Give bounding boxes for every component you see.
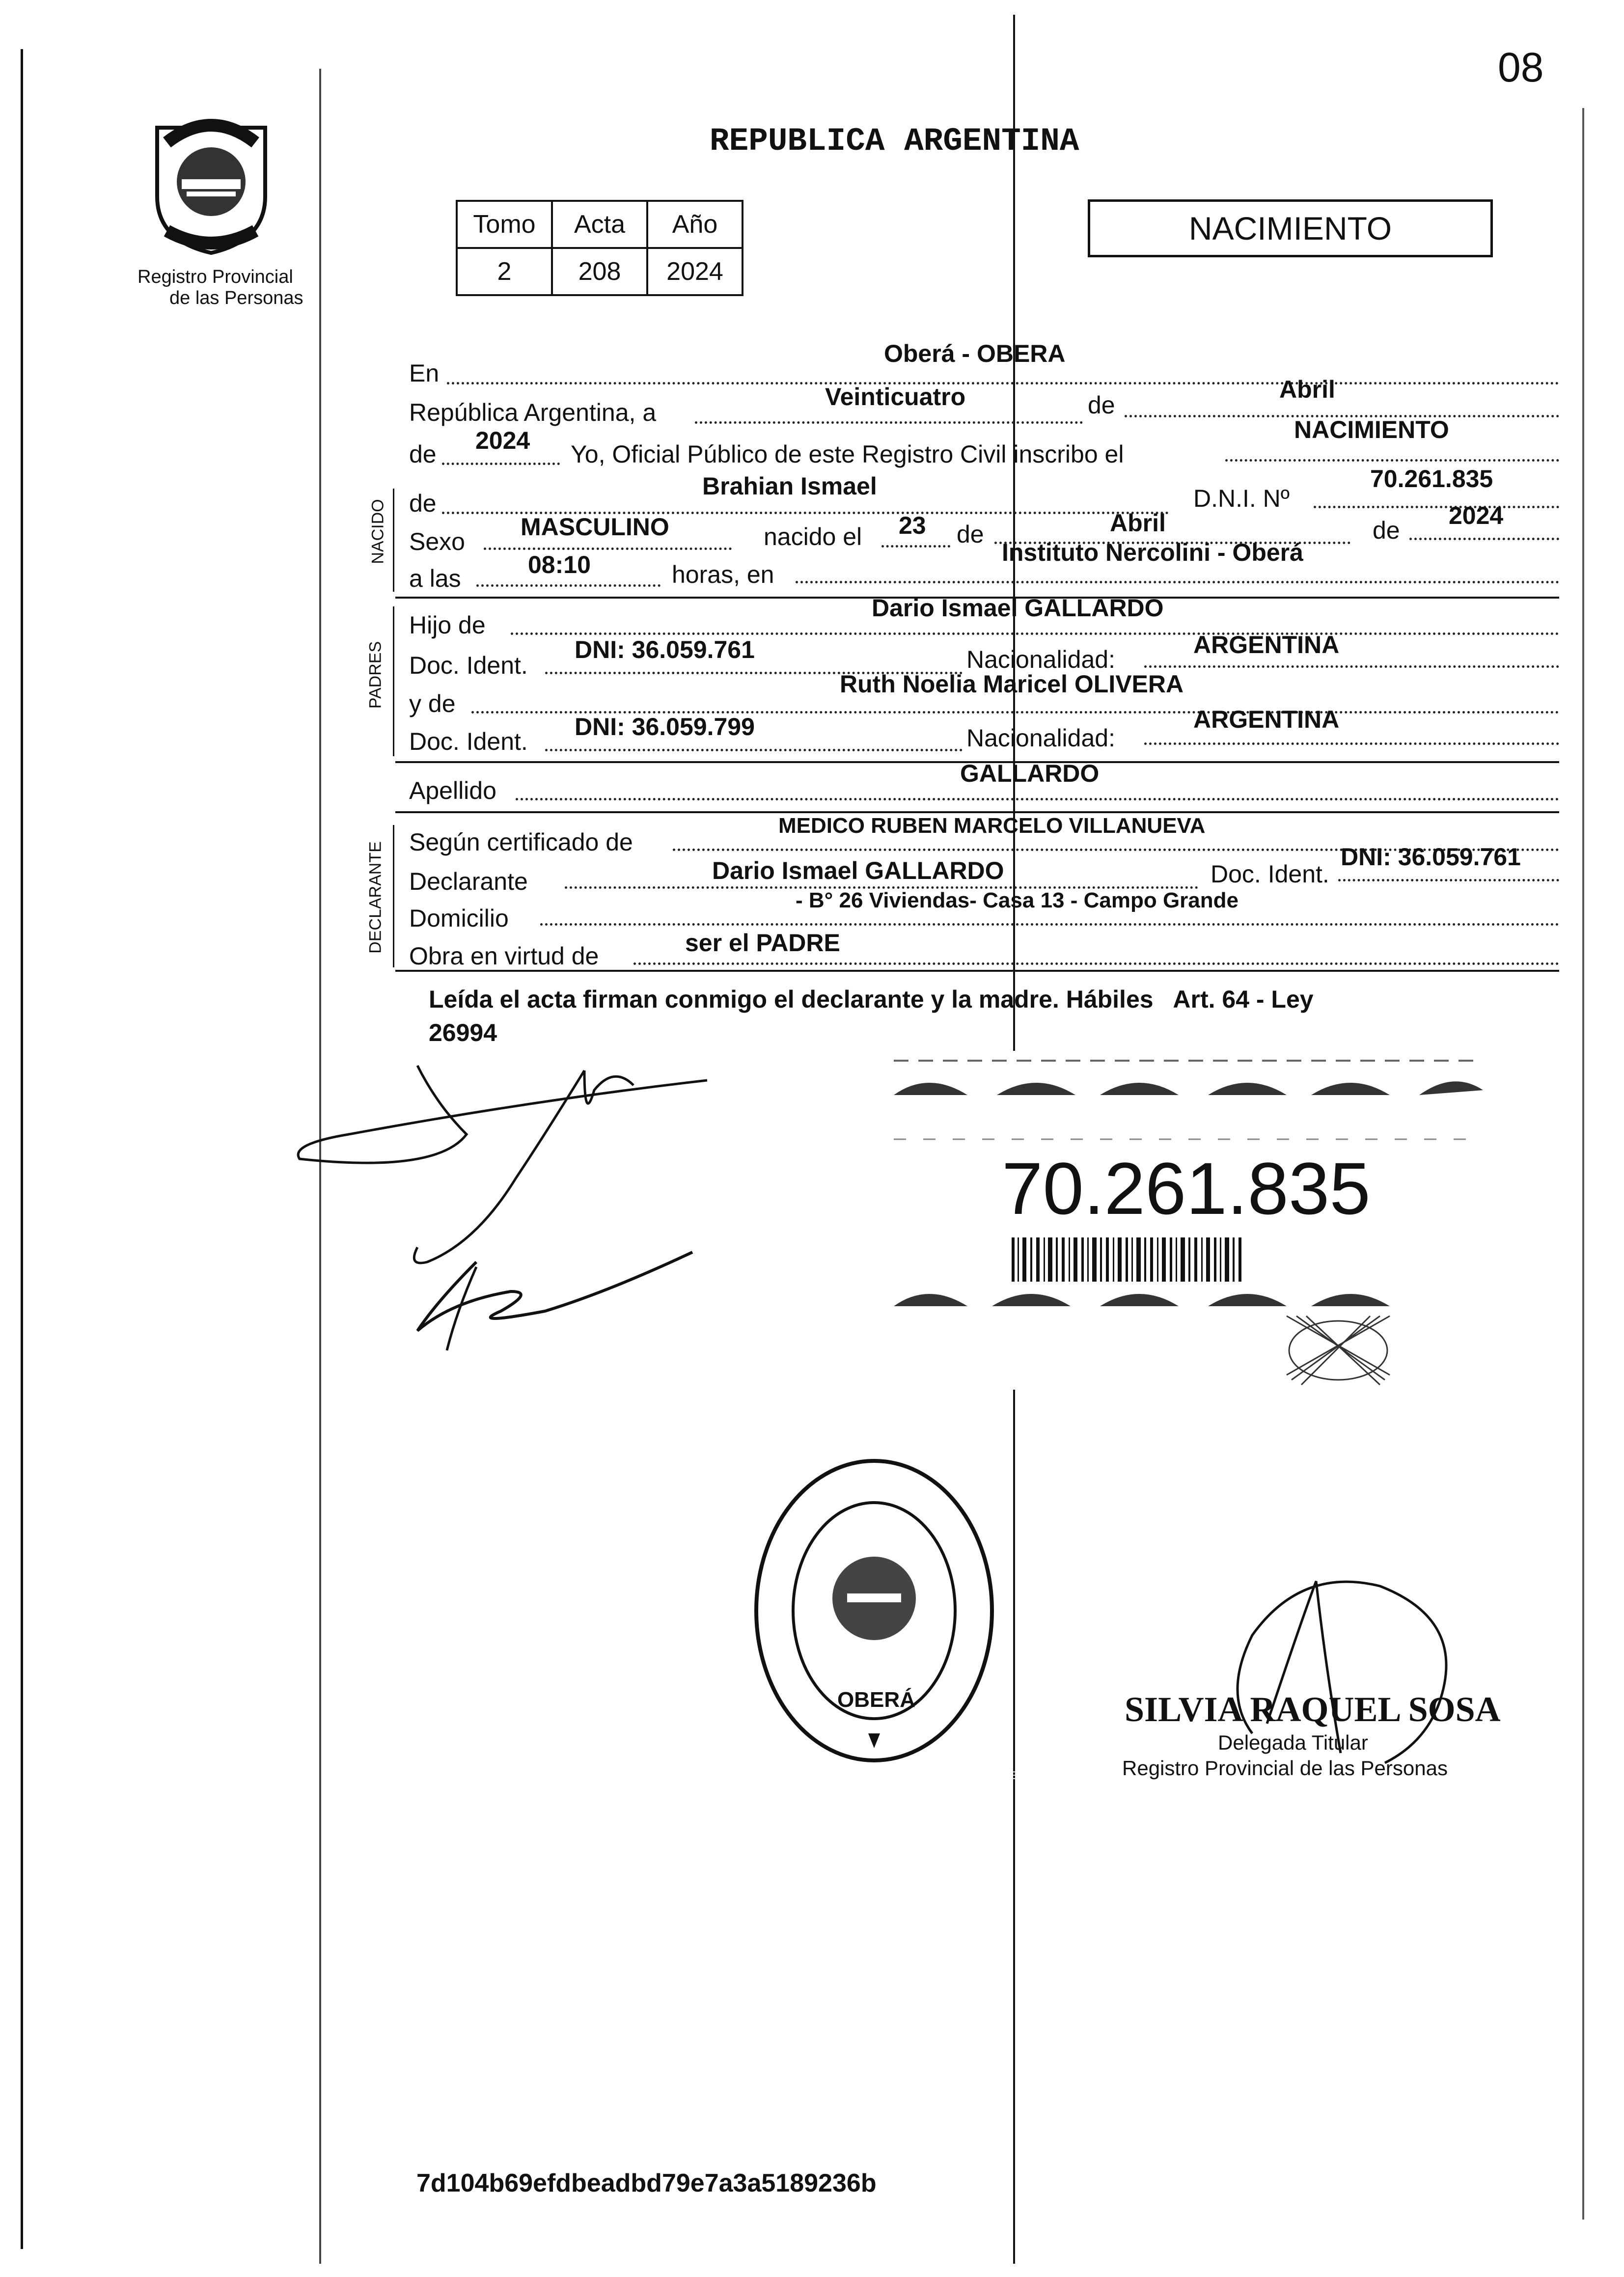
- value-certificado: MEDICO RUBEN MARCELO VILLANUEVA: [778, 814, 1206, 838]
- label-segun-certificado: Según certificado de: [409, 828, 633, 856]
- section-padres: PADRES: [366, 641, 385, 709]
- dots: [476, 584, 661, 587]
- dots: [447, 382, 1559, 384]
- label-sexo: Sexo: [409, 528, 465, 555]
- label-inscribo: Yo, Oficial Público de este Registro Civil inscribo el: [571, 440, 1124, 468]
- agency-line1: Registro Provincial: [138, 267, 293, 287]
- label-nacido-el: nacido el: [764, 523, 862, 550]
- dots: [695, 421, 1083, 424]
- value-nombre: Brahian Ismael: [702, 472, 877, 500]
- record-type-box: NACIMIENTO: [1088, 199, 1493, 257]
- value-mes-nacimiento: Abril: [1110, 509, 1166, 537]
- value-tomo: 2: [457, 248, 552, 295]
- value-hora: 08:10: [528, 551, 591, 578]
- section-nacido: NACIDO: [368, 499, 387, 564]
- label-domicilio: Domicilio: [409, 905, 509, 932]
- dots: [1314, 506, 1559, 508]
- label-de-mes-nacimiento: de: [957, 521, 984, 548]
- section-divider: [395, 811, 1559, 813]
- value-anio-nacimiento: 2024: [1449, 502, 1504, 529]
- dots: [881, 545, 950, 548]
- official-name: SILVIA RAQUEL SOSA: [1125, 1690, 1501, 1729]
- closing-line-2: 26994: [429, 1019, 497, 1046]
- left-border-line: [21, 49, 23, 2249]
- value-madre-nacionalidad: ARGENTINA: [1193, 706, 1340, 733]
- dots: [1409, 538, 1559, 540]
- dots: [516, 798, 1559, 800]
- value-madre: Ruth Noelia Maricel OLIVERA: [840, 670, 1184, 698]
- official-stamp: [751, 1456, 997, 1765]
- label-nacionalidad-madre: Nacionalidad:: [966, 724, 1115, 752]
- label-horas-en: horas, en: [672, 561, 774, 588]
- label-republica: República Argentina, a: [409, 399, 657, 426]
- stamp-ring-text: DELEGACION DEL REGISTRO PROVINCIAL DE LAS PERSONAS: [737, 1769, 1063, 1782]
- label-obra: Obra en virtud de: [409, 942, 599, 970]
- dots: [633, 962, 1559, 965]
- label-a-las: a las: [409, 565, 461, 592]
- label-nacionalidad-padre: Nacionalidad:: [966, 646, 1115, 673]
- value-declarante: Dario Ismael GALLARDO: [712, 857, 1004, 884]
- section-bracket: [393, 606, 394, 756]
- declarant-signature: [290, 1036, 732, 1360]
- dots: [540, 923, 1559, 926]
- label-y-de: y de: [409, 690, 456, 717]
- dots: [1144, 665, 1559, 668]
- label-en: En: [409, 359, 440, 387]
- dots: [511, 632, 1559, 635]
- dots: [442, 463, 560, 465]
- value-padre: Dario Ismael GALLARDO: [872, 594, 1164, 622]
- value-dia: Veinticuatro: [825, 383, 966, 411]
- value-apellido: GALLARDO: [960, 760, 1100, 787]
- value-acta: 208: [552, 248, 647, 295]
- agency-line2: de las Personas: [169, 288, 303, 308]
- header-acta: Acta: [552, 201, 647, 248]
- value-tipo: NACIMIENTO: [1294, 416, 1449, 443]
- label-doc-ident-madre: Doc. Ident.: [409, 728, 528, 755]
- record-table: [456, 200, 743, 296]
- dots: [1144, 742, 1559, 745]
- label-doc-ident-declarante: Doc. Ident.: [1211, 860, 1329, 888]
- value-lugar-nacimiento: Instituto Nercolini - Oberá: [1002, 539, 1303, 566]
- value-domicilio: - B° 26 Viviendas- Casa 13 - Campo Grande: [796, 888, 1239, 912]
- value-obra: ser el PADRE: [685, 929, 840, 957]
- label-hijo-de: Hijo de: [409, 611, 486, 639]
- value-anio-inscripcion: 2024: [475, 427, 530, 454]
- value-dia-nacimiento: 23: [899, 512, 926, 539]
- label-de-anio: de: [409, 440, 437, 468]
- country-title: REPUBLICA ARGENTINA: [710, 123, 1079, 160]
- section-declarante: DECLARANTE: [366, 841, 385, 954]
- page-number: 08: [1498, 44, 1544, 90]
- value-mes-inscripcion: Abril: [1279, 376, 1335, 403]
- label-de-mes: de: [1088, 391, 1115, 419]
- header-anio: Año: [647, 201, 743, 248]
- stamp-city: OBERÁ: [837, 1688, 915, 1712]
- value-anio: 2024: [647, 248, 743, 295]
- value-padre-doc: DNI: 36.059.761: [575, 636, 755, 663]
- sticker-number: 70.261.835: [1002, 1147, 1371, 1230]
- right-border-line: [1582, 108, 1584, 2220]
- dots: [545, 749, 963, 751]
- section-bracket: [393, 489, 394, 592]
- province-logo: [147, 113, 275, 255]
- dots: [484, 548, 732, 550]
- dots: [1225, 459, 1559, 462]
- official-agency: Registro Provincial de las Personas: [1122, 1756, 1448, 1780]
- label-de-anio-nacimiento: de: [1373, 517, 1400, 544]
- label-dni: D.N.I. Nº: [1193, 485, 1290, 512]
- document-hash: 7d104b69efdbeadbd79e7a3a5189236b: [416, 2169, 877, 2197]
- value-sexo: MASCULINO: [521, 513, 669, 541]
- dots: [1338, 879, 1559, 881]
- header-tomo: Tomo: [457, 201, 552, 248]
- value-declarante-doc: DNI: 36.059.761: [1341, 843, 1521, 871]
- official-title: Delegada Titular: [1218, 1731, 1368, 1754]
- value-dni: 70.261.835: [1370, 465, 1493, 493]
- dots: [796, 581, 1559, 583]
- label-doc-ident-padre: Doc. Ident.: [409, 652, 528, 679]
- value-padre-nacionalidad: ARGENTINA: [1193, 631, 1340, 658]
- section-bracket: [393, 825, 394, 967]
- value-lugar: Oberá - OBERA: [884, 340, 1066, 367]
- label-de-nombre: de: [409, 490, 437, 517]
- value-madre-doc: DNI: 36.059.799: [575, 713, 755, 741]
- label-declarante: Declarante: [409, 868, 528, 895]
- section-divider: [395, 970, 1559, 972]
- label-apellido: Apellido: [409, 777, 496, 804]
- closing-line-1: Leída el acta firman conmigo el declarante y la madre. Hábiles Art. 64 - Ley: [429, 986, 1314, 1013]
